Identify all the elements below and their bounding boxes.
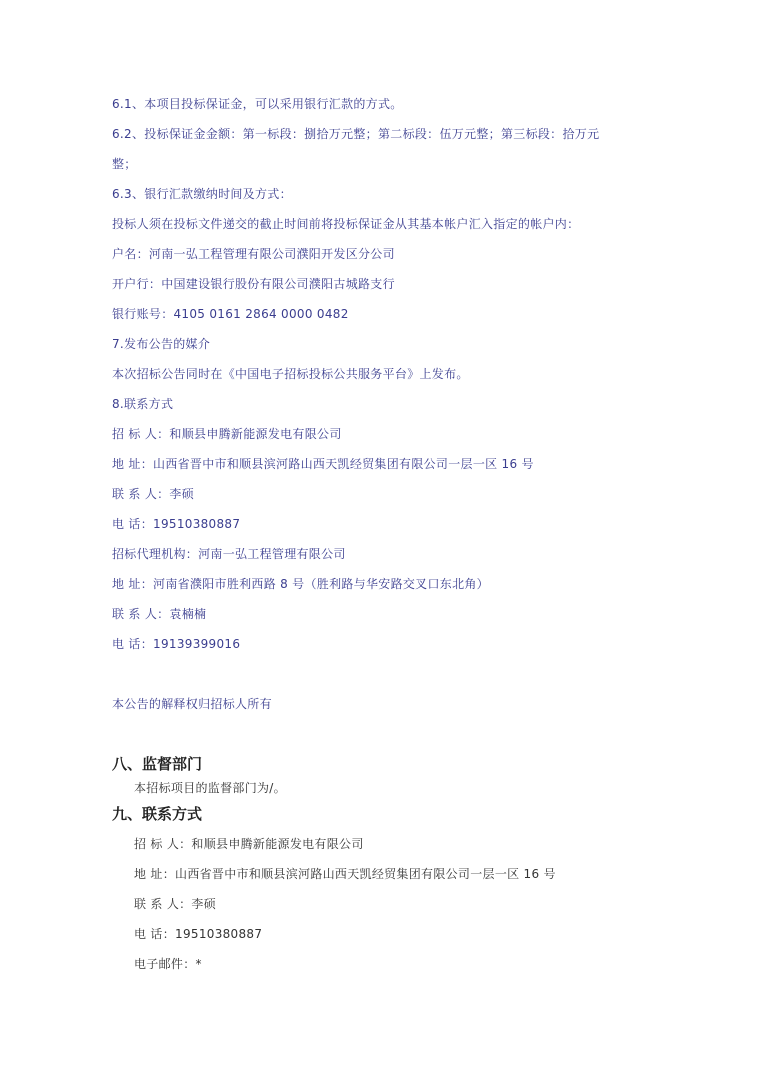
guarantee-method-line: 6.1、本项目投标保证金，可以采用银行汇款的方式。 [112,97,403,111]
tenderer-address-line: 地 址：山西省晋中市和顺县滨河路山西天凯经贸集团有限公司一层一区 16 号 [112,457,534,471]
section-9-address-line: 地 址：山西省晋中市和顺县滨河路山西天凯经贸集团有限公司一层一区 16 号 [134,867,556,881]
bank-branch-line: 开户行：中国建设银行股份有限公司濮阳古城路支行 [112,277,395,291]
media-title-line: 7.发布公告的媒介 [112,337,211,351]
tenderer-contact-line: 联 系 人：李硕 [112,487,195,501]
section-9-email-line: 电子邮件：* [134,957,202,971]
section-9-heading: 九、联系方式 [112,805,203,823]
interpretation-line: 本公告的解释权归招标人所有 [112,697,272,711]
tenderer-line: 招 标 人：和顺县申腾新能源发电有限公司 [112,427,342,441]
section-9-contact-line: 联 系 人：李硕 [134,897,217,911]
section-9-tenderer-line: 招 标 人：和顺县申腾新能源发电有限公司 [134,837,364,851]
bank-account-line: 银行账号：4105 0161 2864 0000 0482 [112,307,349,321]
remittance-instruction-line: 投标人须在投标文件递交的截止时间前将投标保证金从其基本帐户汇入指定的帐户内： [112,217,580,231]
tenderer-phone-line: 电 话：19510380887 [112,517,241,531]
account-name-line: 户名：河南一弘工程管理有限公司濮阳开发区分公司 [112,247,395,261]
section-9-phone-line: 电 话：19510380887 [134,927,263,941]
agency-contact-line: 联 系 人：袁楠楠 [112,607,207,621]
agency-phone-line: 电 话：19139399016 [112,637,241,651]
agency-address-line: 地 址：河南省濮阳市胜利西路 8 号（胜利路与华安路交叉口东北角） [112,577,489,591]
media-text-line: 本次招标公告同时在《中国电子招标投标公共服务平台》上发布。 [112,367,469,381]
section-8-text: 本招标项目的监督部门为/。 [134,781,286,795]
agency-line: 招标代理机构：河南一弘工程管理有限公司 [112,547,346,561]
section-8-heading: 八、监督部门 [112,755,203,773]
guarantee-amount-line-cont: 整； [112,157,137,171]
guarantee-amount-line: 6.2、投标保证金金额：第一标段：捌拾万元整；第二标段：伍万元整；第三标段：拾万元 [112,127,600,141]
contact-title-line: 8.联系方式 [112,397,174,411]
remittance-title-line: 6.3、银行汇款缴纳时间及方式： [112,187,292,201]
